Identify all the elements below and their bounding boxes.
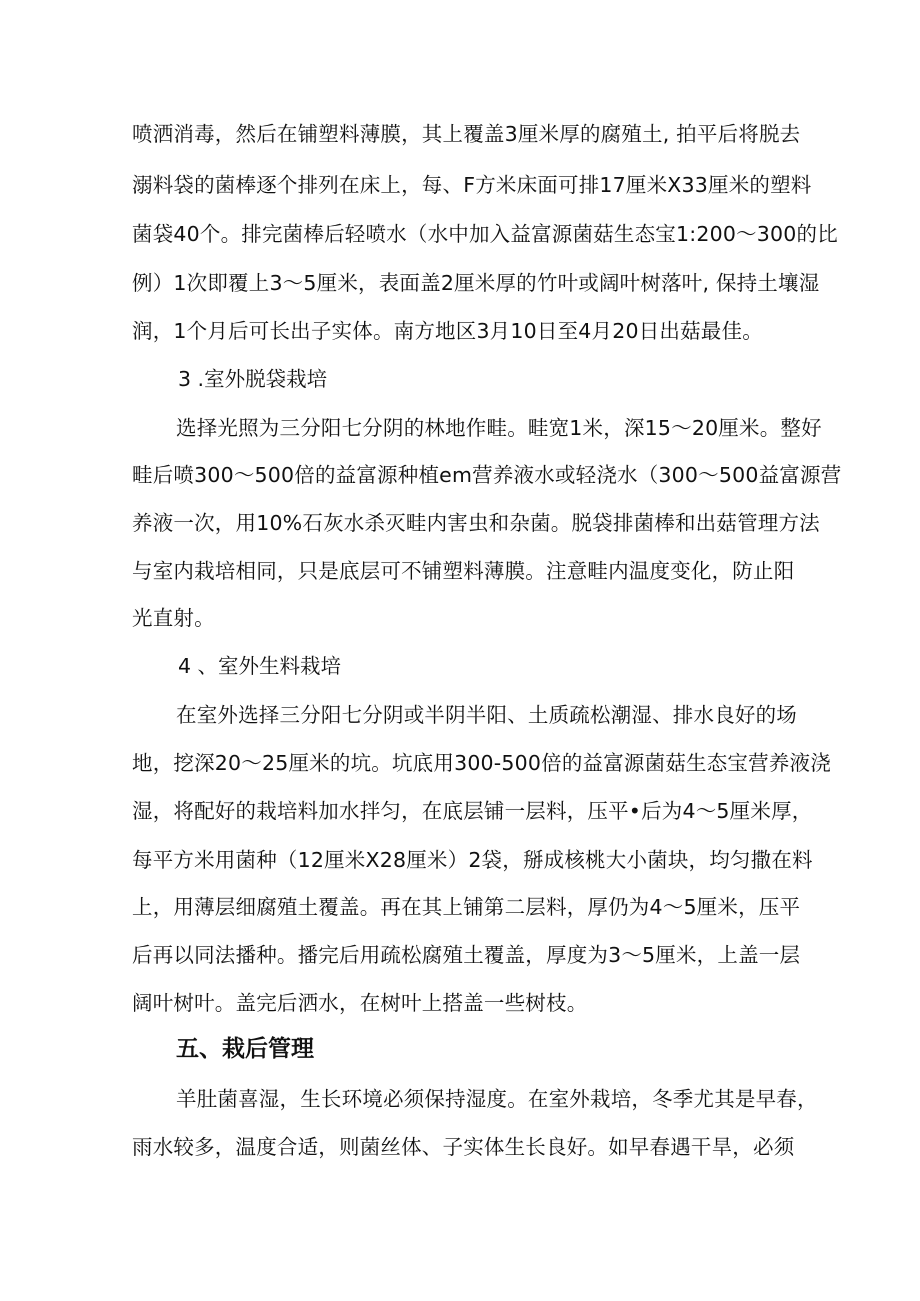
paragraph-line: 光直射。 xyxy=(132,606,215,630)
paragraph-line: 羊肚菌喜湿，生长环境必须保持湿度。在室外栽培，冬季尤其是早春， xyxy=(176,1087,818,1111)
paragraph-line: 与室内栽培相同，只是底层可不铺塑料薄膜。注意畦内温度变化，防止阳 xyxy=(132,559,795,583)
paragraph-line: 畦后喷300～500倍的益富源种植em营养液水或轻浇水（300～500益富源营 xyxy=(132,463,842,487)
paragraph-line: 上，用薄层细腐殖土覆盖。再在其上铺第二层料，厚仍为4～5厘米，压平 xyxy=(132,895,801,919)
paragraph-line: 在室外选择三分阳七分阴或半阴半阳、土质疏松潮湿、排水良好的场 xyxy=(176,703,797,727)
paragraph-line: 喷洒消毒，然后在铺塑料薄膜，其上覆盖3厘米厚的腐殖土, 拍平后将脱去 xyxy=(132,122,801,146)
paragraph-line: 选择光照为三分阳七分阴的林地作畦。畦宽1米，深15～20厘米。整好 xyxy=(176,416,822,440)
paragraph-line: 例）1次即覆上3～5厘米，表面盖2厘米厚的竹叶或阔叶树落叶, 保持土壤湿 xyxy=(132,271,820,295)
paragraph-line: 养液一次，用10%石灰水杀灭畦内害虫和杂菌。脱袋排菌棒和出菇管理方法 xyxy=(132,511,820,535)
paragraph-line: 每平方米用菌种（12厘米X28厘米）2袋，掰成核桃大小菌块，均匀撒在料 xyxy=(132,848,813,872)
section-5-heading: 五、栽后管理 xyxy=(176,1036,314,1062)
paragraph-line: 后再以同法播种。播完后用疏松腐殖土覆盖，厚度为3～5厘米，上盖一层 xyxy=(132,943,801,967)
paragraph-line: 雨水较多，温度合适，则菌丝体、子实体生长良好。如早春遇干旱，必须 xyxy=(132,1135,795,1159)
section-3-title: 3 .室外脱袋栽培 xyxy=(178,367,328,391)
section-4-title: 4 、室外生料栽培 xyxy=(178,654,342,678)
paragraph-line: 菌袋40个。排完菌棒后轻喷水（水中加入益富源菌菇生态宝1:200～300的比 xyxy=(132,222,838,246)
paragraph-line: 湿，将配好的栽培料加水拌匀，在底层铺一层料，压平•后为4～5厘米厚， xyxy=(132,799,813,823)
paragraph-line: 溺料袋的菌棒逐个排列在床上，每、F方米床面可排17厘米X33厘米的塑料 xyxy=(132,173,812,197)
paragraph-line: 润，1个月后可长出子实体。南方地区3月10日至4月20日出菇最佳。 xyxy=(132,319,763,343)
paragraph-line: 地，挖深20～25厘米的坑。坑底用300-500倍的益富源菌菇生态宝营养液浇 xyxy=(132,751,831,775)
paragraph-line: 阔叶树叶。盖完后洒水，在树叶上搭盖一些树枝。 xyxy=(132,991,588,1015)
